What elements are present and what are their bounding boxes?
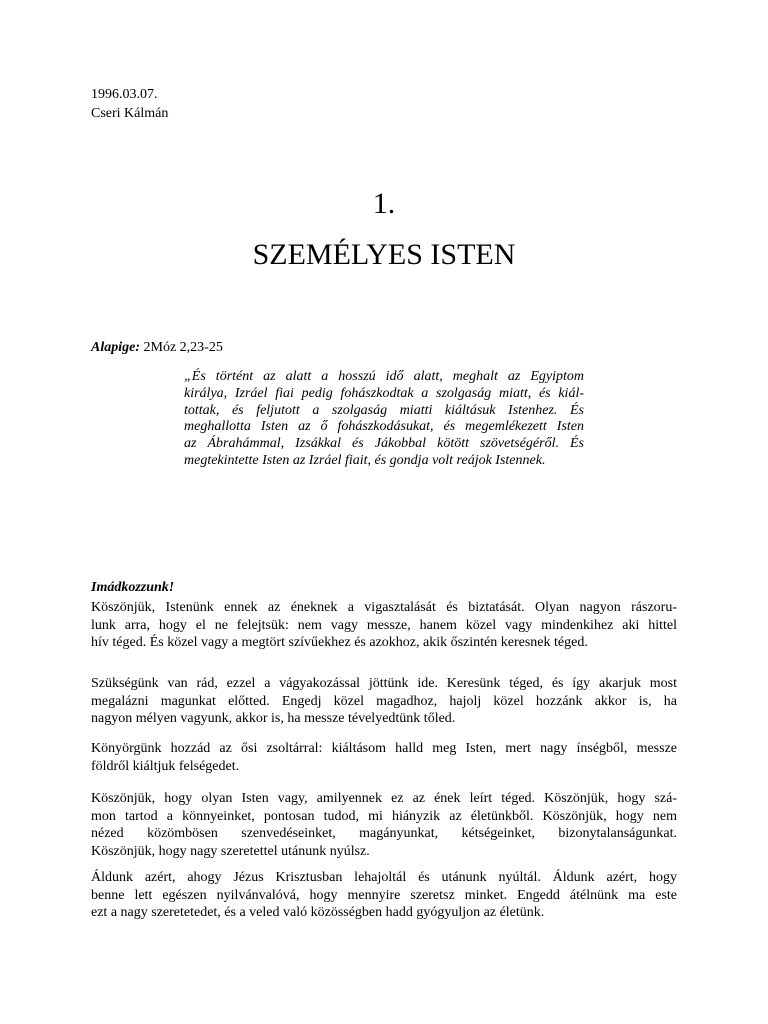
paragraph-line: nagyon mélyen vagyunk, akkor is, ha messze tévelyedtünk tőled. [91,711,456,726]
prayer-paragraph [91,790,677,860]
scripture-label: Alapige: [91,340,140,355]
quote-line: „És történt az alatt a hosszú idő alatt, meghalt az Egyiptom [184,369,584,384]
document-author: Cseri Kálmán [91,106,169,121]
paragraph-line: nézed közömbösen szenvedéseinket, magányunkat, kétségeinket, bizonytalanságunkat. [91,826,677,841]
paragraph-line: hív téged. És közel vagy a megtört szívűekhez és azokhoz, akik őszintén keresnek téged. [91,635,588,650]
paragraph-line: földről kiáltjuk felségedet. [91,758,240,774]
scripture-quote [184,369,584,470]
quote-line: tottak, és feljutott a szolgaság miatti kiáltásuk Istenhez. És [184,402,584,418]
paragraph-line: Könyörgünk hozzád az ősi zsoltárral: kiáltásom halld meg Isten, mert nagy ínségből, messze [91,741,677,756]
chapter-title: SZEMÉLYES ISTEN [252,238,516,271]
quote-line: királya, Izráel fiai pedig fohászkodtak a szolgaság miatt, és kiál- [184,385,584,401]
paragraph-line: mon tartod a könnyeinket, pontosan tudod, mi hiányzik az életünkből. Köszönjük, hogy nem [91,808,677,824]
paragraph-line: Köszönjük, hogy olyan Isten vagy, amilyennek ez az ének leírt téged. Köszönjük, hogy szá- [91,791,677,806]
paragraph-line: megalázni magunkat előtted. Engedj közel magadhoz, hajolj közel hozzánk akkor is, ha [91,693,677,709]
quote-line: megtekintette Isten az Izráel fiait, és gondja volt reájok Istennek. [184,452,546,468]
prayer-heading: Imádkozzunk! [91,580,175,595]
prayer-paragraph [91,599,677,652]
quote-line: meghallotta Isten az ő fohászkodásukat, és megemlékezett Isten [184,419,584,435]
paragraph-line: benne lett egészen nyilvánvalóvá, hogy mennyire szeretsz minket. Engedd átélnünk ma este [91,887,677,903]
paragraph-line: Köszönjük, Istenünk ennek az éneknek a vigasztalását és biztatását. Olyan nagyon rászoru- [91,600,677,615]
scripture-reference [91,338,223,357]
paragraph-line: Szükségünk van rád, ezzel a vágyakozással jöttünk ide. Keresünk téged, és így akarjuk most [91,676,677,691]
quote-line: az Ábrahámmal, Izsákkal és Jákobbal kötött szövetségéről. És [184,436,584,452]
chapter-number: 1. [372,187,396,220]
prayer-paragraph [91,740,677,775]
scripture-citation: 2Móz 2,23-25 [140,340,223,355]
prayer-paragraph [91,675,677,728]
paragraph-line: Köszönjük, hogy nagy szeretettel utánunk nyúlsz. [91,843,370,859]
document-date: 1996.03.07. [91,87,158,102]
paragraph-line: lunk arra, hogy el ne felejtsük: nem vagy messze, hanem közel vagy mindenkihez aki hittel [91,617,677,633]
document-meta [91,85,168,123]
paragraph-line: Áldunk azért, ahogy Jézus Krisztusban lehajoltál és utánunk nyúltál. Áldunk azért, hogy [91,870,677,885]
prayer-paragraph [91,869,677,922]
paragraph-line: ezt a nagy szeretetedet, és a veled való közösségben hadd gyógyuljon az életünk. [91,905,545,920]
